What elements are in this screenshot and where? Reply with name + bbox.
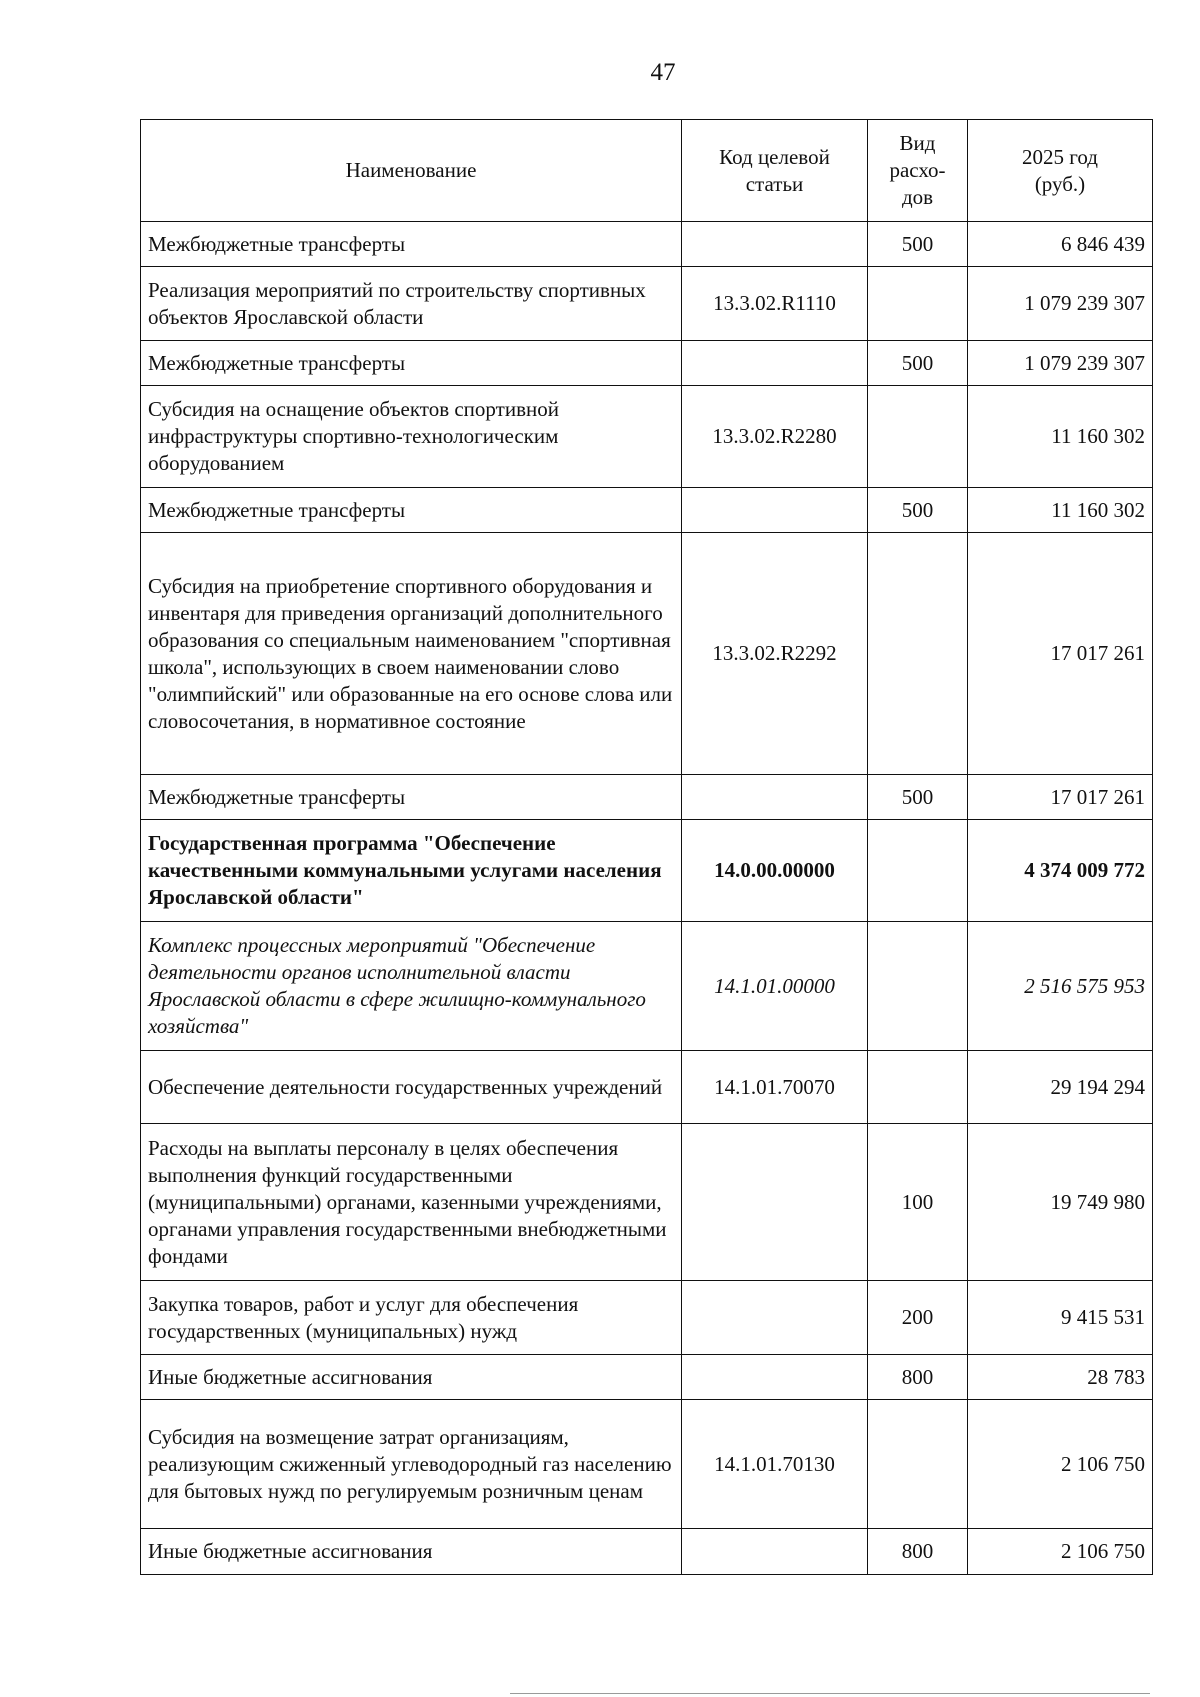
header-type: Вид расхо-дов [868,120,968,222]
row-expense-type [868,533,968,775]
row-amount: 2 106 750 [968,1529,1153,1575]
row-code: 13.3.02.R1110 [682,267,868,341]
row-code: 14.1.01.70070 [682,1051,868,1124]
row-expense-type: 800 [868,1529,968,1575]
table-row [141,1281,1153,1355]
row-name: Иные бюджетные ассигнования [141,1529,682,1575]
header-row [141,120,1153,222]
table-row [141,488,1153,533]
table-header [141,120,1153,222]
row-amount: 11 160 302 [968,386,1153,488]
row-code [682,1529,868,1575]
table-row [141,1051,1153,1124]
row-expense-type [868,1400,968,1529]
row-name: Межбюджетные трансферты [141,222,682,267]
table-row [141,267,1153,341]
row-expense-type: 100 [868,1124,968,1281]
row-expense-type: 500 [868,222,968,267]
scan-edge-line [510,1693,1150,1694]
row-code [682,341,868,386]
row-expense-type: 500 [868,775,968,820]
row-expense-type: 200 [868,1281,968,1355]
row-amount: 1 079 239 307 [968,341,1153,386]
row-expense-type [868,820,968,922]
row-expense-type [868,267,968,341]
table-row [141,820,1153,922]
row-code [682,1281,868,1355]
row-expense-type: 800 [868,1355,968,1400]
page-number: 47 [650,59,676,86]
row-code: 14.1.01.70130 [682,1400,868,1529]
row-name: Обеспечение деятельности государственных учреждений [141,1051,682,1124]
table-row [141,1124,1153,1281]
row-amount: 19 749 980 [968,1124,1153,1281]
row-amount: 29 194 294 [968,1051,1153,1124]
row-amount: 11 160 302 [968,488,1153,533]
row-name: Расходы на выплаты персоналу в целях обеспечения выполнения функций государственными (муниципальными) органами, казенными учреждениями, органами управления государственными внебюджетными фондами [141,1124,682,1281]
table-row [141,341,1153,386]
row-amount: 28 783 [968,1355,1153,1400]
row-code: 14.0.00.00000 [682,820,868,922]
table-row [141,1400,1153,1529]
table-row [141,386,1153,488]
table-row [141,222,1153,267]
row-code: 14.1.01.00000 [682,922,868,1051]
row-amount: 1 079 239 307 [968,267,1153,341]
row-name: Субсидия на оснащение объектов спортивной инфраструктуры спортивно-технологическим оборудованием [141,386,682,488]
row-expense-type [868,1051,968,1124]
budget-table [140,119,1153,1575]
row-amount: 17 017 261 [968,775,1153,820]
header-name: Наименование [141,120,682,222]
row-expense-type [868,922,968,1051]
table-row [141,533,1153,775]
header-amount: 2025 год (руб.) [968,120,1153,222]
row-name: Комплекс процессных мероприятий "Обеспечение деятельности органов исполнительной власти Ярославской области в сфере жилищно-коммунального хозяйства" [141,922,682,1051]
row-name: Закупка товаров, работ и услуг для обеспечения государственных (муниципальных) нужд [141,1281,682,1355]
row-code: 13.3.02.R2280 [682,386,868,488]
row-code [682,222,868,267]
row-name: Государственная программа "Обеспечение качественными коммунальными услугами населения Ярославской области" [141,820,682,922]
row-expense-type: 500 [868,341,968,386]
row-name: Межбюджетные трансферты [141,775,682,820]
row-amount: 2 516 575 953 [968,922,1153,1051]
row-code [682,1355,868,1400]
row-amount: 2 106 750 [968,1400,1153,1529]
row-amount: 6 846 439 [968,222,1153,267]
table-body [141,222,1153,1575]
row-amount: 17 017 261 [968,533,1153,775]
row-amount: 9 415 531 [968,1281,1153,1355]
row-code [682,775,868,820]
header-code: Код целевой статьи [682,120,868,222]
row-name: Реализация мероприятий по строительству спортивных объектов Ярославской области [141,267,682,341]
row-name: Межбюджетные трансферты [141,341,682,386]
row-name: Межбюджетные трансферты [141,488,682,533]
row-name: Субсидия на возмещение затрат организациям, реализующим сжиженный углеводородный газ населению для бытовых нужд по регулируемым розничным ценам [141,1400,682,1529]
row-amount: 4 374 009 772 [968,820,1153,922]
row-expense-type: 500 [868,488,968,533]
row-code [682,488,868,533]
table-row [141,1355,1153,1400]
table-row [141,1529,1153,1575]
table-row [141,775,1153,820]
row-name: Субсидия на приобретение спортивного оборудования и инвентаря для приведения организаций дополнительного образования со специальным наименованием "спортивная школа", использующих в своем наименовании слово "олимпийский" или образованные на его основе слова или словосочетания, в нормативное состояние [141,533,682,775]
row-name: Иные бюджетные ассигнования [141,1355,682,1400]
row-expense-type [868,386,968,488]
row-code: 13.3.02.R2292 [682,533,868,775]
table-row [141,922,1153,1051]
row-code [682,1124,868,1281]
